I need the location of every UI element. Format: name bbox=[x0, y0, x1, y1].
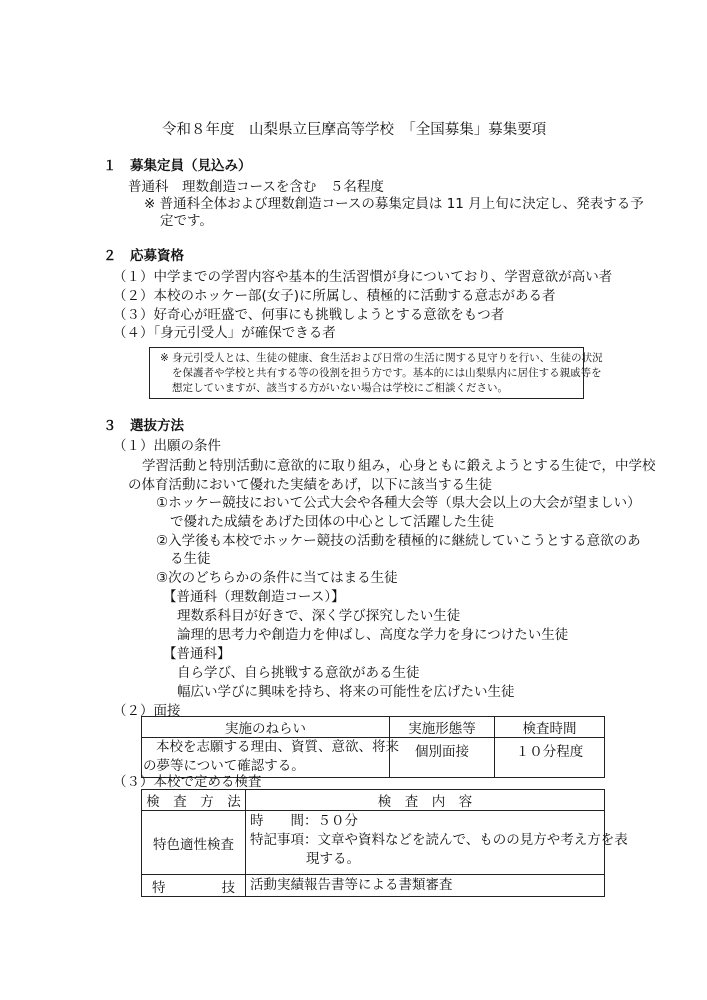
exam-method-aptitude: 特色適性検査 bbox=[142, 811, 246, 875]
condition1-line1: ①ホッケー競技において公式大会や各種大会等（県大会以上の大会が望ましい） bbox=[156, 495, 641, 511]
exam-method-special bbox=[142, 875, 246, 897]
sub1-paragraph-line1: 学習活動と特別活動に意欲的に取り組み，心身ともに鍛えようとする生徒で，中学校 bbox=[142, 458, 656, 474]
interview-aim-line2: の夢等について確認する。 bbox=[143, 758, 305, 774]
sub1-paragraph-line2: の体育活動において優れた実績をあげ，以下に該当する生徒 bbox=[128, 477, 492, 493]
sub1-heading: （１）出願の条件 bbox=[113, 438, 221, 454]
qualification-item: （１）中学までの学習内容や基本的生活習慣が身についており、学習意欲が高い者 bbox=[113, 269, 613, 285]
exam-method-special-b: 技 bbox=[221, 879, 235, 896]
course1-heading: 【普通科（理数創造コース）】 bbox=[163, 589, 345, 605]
interview-header-form: 実施形態等 bbox=[390, 717, 495, 738]
course2-line: 自ら学び、自ら挑戦する意欲がある生徒 bbox=[177, 665, 420, 681]
qualification-item: （４）「身元引受人」が確保できる者 bbox=[113, 325, 336, 341]
interview-time-cell: １０分程度 bbox=[495, 738, 605, 778]
exam-header-method: 検 査 方 法 bbox=[142, 790, 246, 811]
interview-header-aim: 実施のねらい bbox=[142, 717, 390, 738]
course1-line: 論理的思考力や創造力を伸ばし、高度な学力を身につけたい生徒 bbox=[177, 627, 569, 643]
condition3: ③次のどちらかの条件に当てはまる生徒 bbox=[156, 570, 398, 586]
interview-aim-cell bbox=[142, 738, 399, 778]
exam-table bbox=[141, 789, 628, 897]
guarantor-note-box bbox=[149, 347, 603, 399]
exam-content-line3: 現する。 bbox=[306, 851, 360, 867]
interview-aim-line1: 本校を志願する理由、資質、意欲、将来 bbox=[156, 739, 399, 755]
qualification-item: （３）好奇心が旺盛で、何事にも挑戦しようとする意欲をもつ者 bbox=[113, 307, 505, 323]
condition2-line1: ②入学後も本校でホッケー競技の活動を積極的に継続していこうとする意欲のあ bbox=[156, 533, 641, 549]
section1-note-line1: ※ 普通科全体および理数創造コースの募集定員は 11 月上旬に決定し、発表する予 bbox=[144, 196, 644, 212]
section2-heading: ２ 応募資格 bbox=[103, 248, 184, 264]
section1-heading: １ 募集定員（見込み） bbox=[103, 158, 252, 174]
interview-header-time: 検査時間 bbox=[495, 717, 605, 738]
qualification-item: （２）本校のホッケー部(女子)に所属し、積極的に活動する意志がある者 bbox=[113, 288, 556, 304]
section1-note-line2: 定です。 bbox=[160, 213, 213, 229]
exam-content-special-text: 活動実績報告書等による書類審査 bbox=[250, 877, 453, 893]
guarantor-note-line: ※ 身元引受人とは、生徒の健康、食生活および日常の生活に関する見守りを行い、生徒の状況 bbox=[160, 352, 603, 364]
exam-header-content: 検 査 内 容 bbox=[246, 790, 605, 811]
interview-form-cell: 個別面接 bbox=[390, 738, 495, 778]
course2-heading: 【普通科】 bbox=[163, 646, 231, 662]
exam-content-special bbox=[246, 875, 605, 897]
exam-method-special-a: 特 bbox=[152, 879, 166, 896]
sub2-heading: （２）面接 bbox=[113, 703, 181, 719]
course2-line: 幅広い学びに興味を持ち、将来の可能性を広げたい生徒 bbox=[177, 684, 515, 700]
page-title: 令和８年度 山梨県立巨摩高等学校 「全国募集」募集要項 bbox=[162, 122, 547, 138]
guarantor-note-line: 想定していますが、該当する方がいない場合は学校にご相談ください。 bbox=[172, 382, 508, 394]
guarantor-note-line: を保護者や学校と共有する等の役割を担う方です。基本的には山梨県内に居住する親戚等を bbox=[172, 367, 602, 379]
condition2-line2: る生徒 bbox=[170, 551, 211, 567]
condition1-line2: で優れた成績をあげた団体の中心として活躍した生徒 bbox=[170, 514, 494, 530]
interview-table bbox=[141, 716, 605, 778]
section3-heading: ３ 選抜方法 bbox=[103, 418, 184, 434]
exam-content-line1: 時 間：５０分 bbox=[250, 813, 358, 829]
exam-content-line2: 特記事項：文章や資料などを読んで、ものの見方や考え方を表 bbox=[250, 832, 628, 848]
sub3-heading: （３）本校で定める検査 bbox=[113, 774, 262, 790]
course1-line: 理数系科目が好きで、深く学び探究したい生徒 bbox=[177, 608, 461, 624]
exam-content-aptitude bbox=[246, 811, 628, 875]
section1-capacity: 普通科 理数創造コースを含む ５名程度 bbox=[128, 179, 384, 195]
